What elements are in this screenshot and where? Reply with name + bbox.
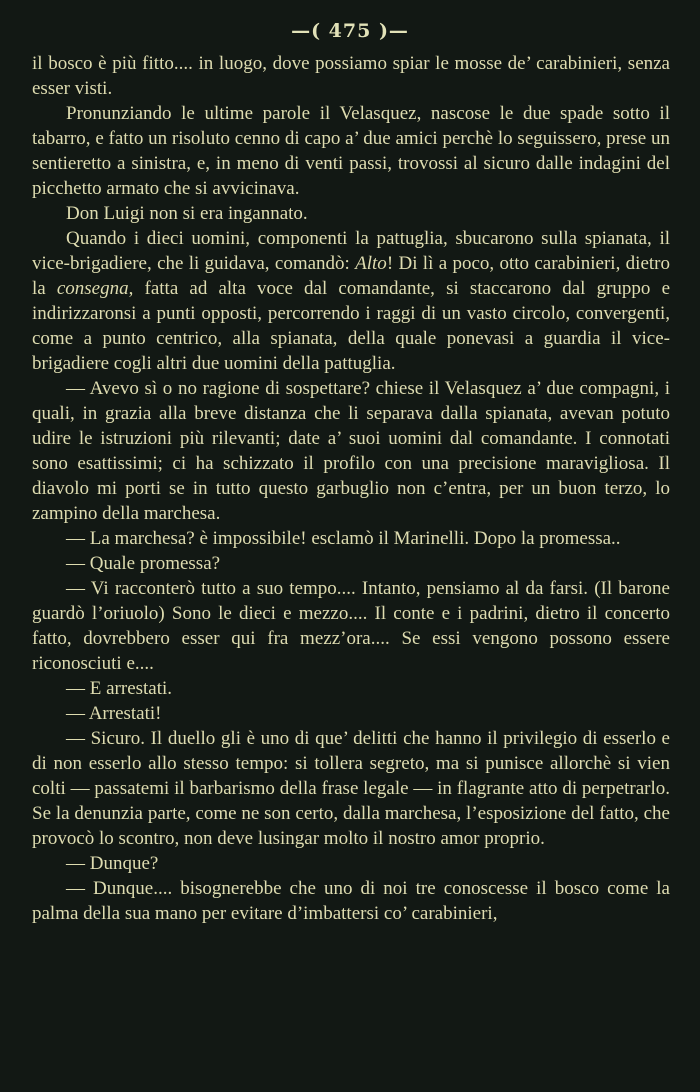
paragraph-10: — Arrestati! [66,703,162,724]
paragraph-4-text-a: Quando i dieci uomini, componenti la pattuglia, sbucarono sulla spianata, il vice-brigadiere, che li guidava, comandò: [32,228,670,274]
page-number: —( 475 )— [291,20,409,42]
paragraph-7: — Quale promessa? [66,553,221,574]
paragraph-6: — La marchesa? è impossibile! esclamò il Marinelli. Dopo la promessa.. [66,528,621,549]
page-body [32,51,670,926]
paragraph-3: Don Luigi non si era ingannato. [66,203,308,224]
italic-word-consegna: consegna [56,278,129,299]
paragraph-1: il bosco è più fitto.... in luogo, dove possiamo spiar le mosse de’ carabinieri, senza esser visti. [32,53,670,99]
paragraph-4-text-c: , fatta ad alta voce dal comandante, si staccarono dal gruppo e indirizzaronsi a punti opposti, percorrendo i raggi di un vasto circolo, convergenti, come a punto centrico, alla spianata, della quale ponevasi a guardia il vice-brigadiere cogli altri due uomini della pattuglia. [32,278,670,374]
paragraph-4 [32,226,670,376]
italic-word-alto: Alto [355,253,387,274]
paragraph-11: — Sicuro. Il duello gli è uno di que’ delitti che hanno il privilegio di esserlo e di non esserlo allo stesso tempo: si tollera segreto, ma si punisce allorchè si vien colti — passatemi il barbarismo della frase legale — in flagrante atto di perpetrarlo. Se la denunzia parte, come ne son certo, dalla marchesa, l’esposizione del fatto, che provocò lo scontro, non deve lusingar molto il nostro amor proprio. [32,728,670,849]
paragraph-13: — Dunque.... bisognerebbe che uno di noi tre conoscesse il bosco come la palma della sua mano per evitare d’imbattersi co’ carabinieri, [32,878,670,924]
paragraph-8: — Vi racconterò tutto a suo tempo.... Intanto, pensiamo al da farsi. (Il barone guardò l’oriuolo) Sono le dieci e mezzo.... Il conte e i padrini, dietro il concerto fatto, dovrebbero esser qui fra mezz’ora.... Se essi vengono possono essere riconosciuti e.... [32,578,670,674]
paragraph-12: — Dunque? [66,853,159,874]
paragraph-2: Pronunziando le ultime parole il Velasquez, nascose le due spade sotto il tabarro, e fatto un risoluto cenno di capo a’ due amici perchè lo seguissero, prese un sentieretto a sinistra, e, in meno di venti passi, trovossi al sicuro dalle indagini del picchetto armato che si avvicinava. [32,103,670,199]
paragraph-9: — E arrestati. [66,678,173,699]
paragraph-4-text-b: ! Di lì a poco, otto carabinieri, dietro la [32,253,670,299]
paragraph-5: — Avevo sì o no ragione di sospettare? chiese il Velasquez a’ due compagni, i quali, in grazia alla breve distanza che li separava dalla spianata, avevan potuto udire le istruzioni più rilevanti; date a’ suoi uomini dal comandante. I connotati sono esattissimi; ci ha schizzato il profilo con una precisione maravigliosa. Il diavolo mi porti se in tutto questo garbuglio non c’entra, per un buon terzo, lo zampino della marchesa. [32,378,670,524]
